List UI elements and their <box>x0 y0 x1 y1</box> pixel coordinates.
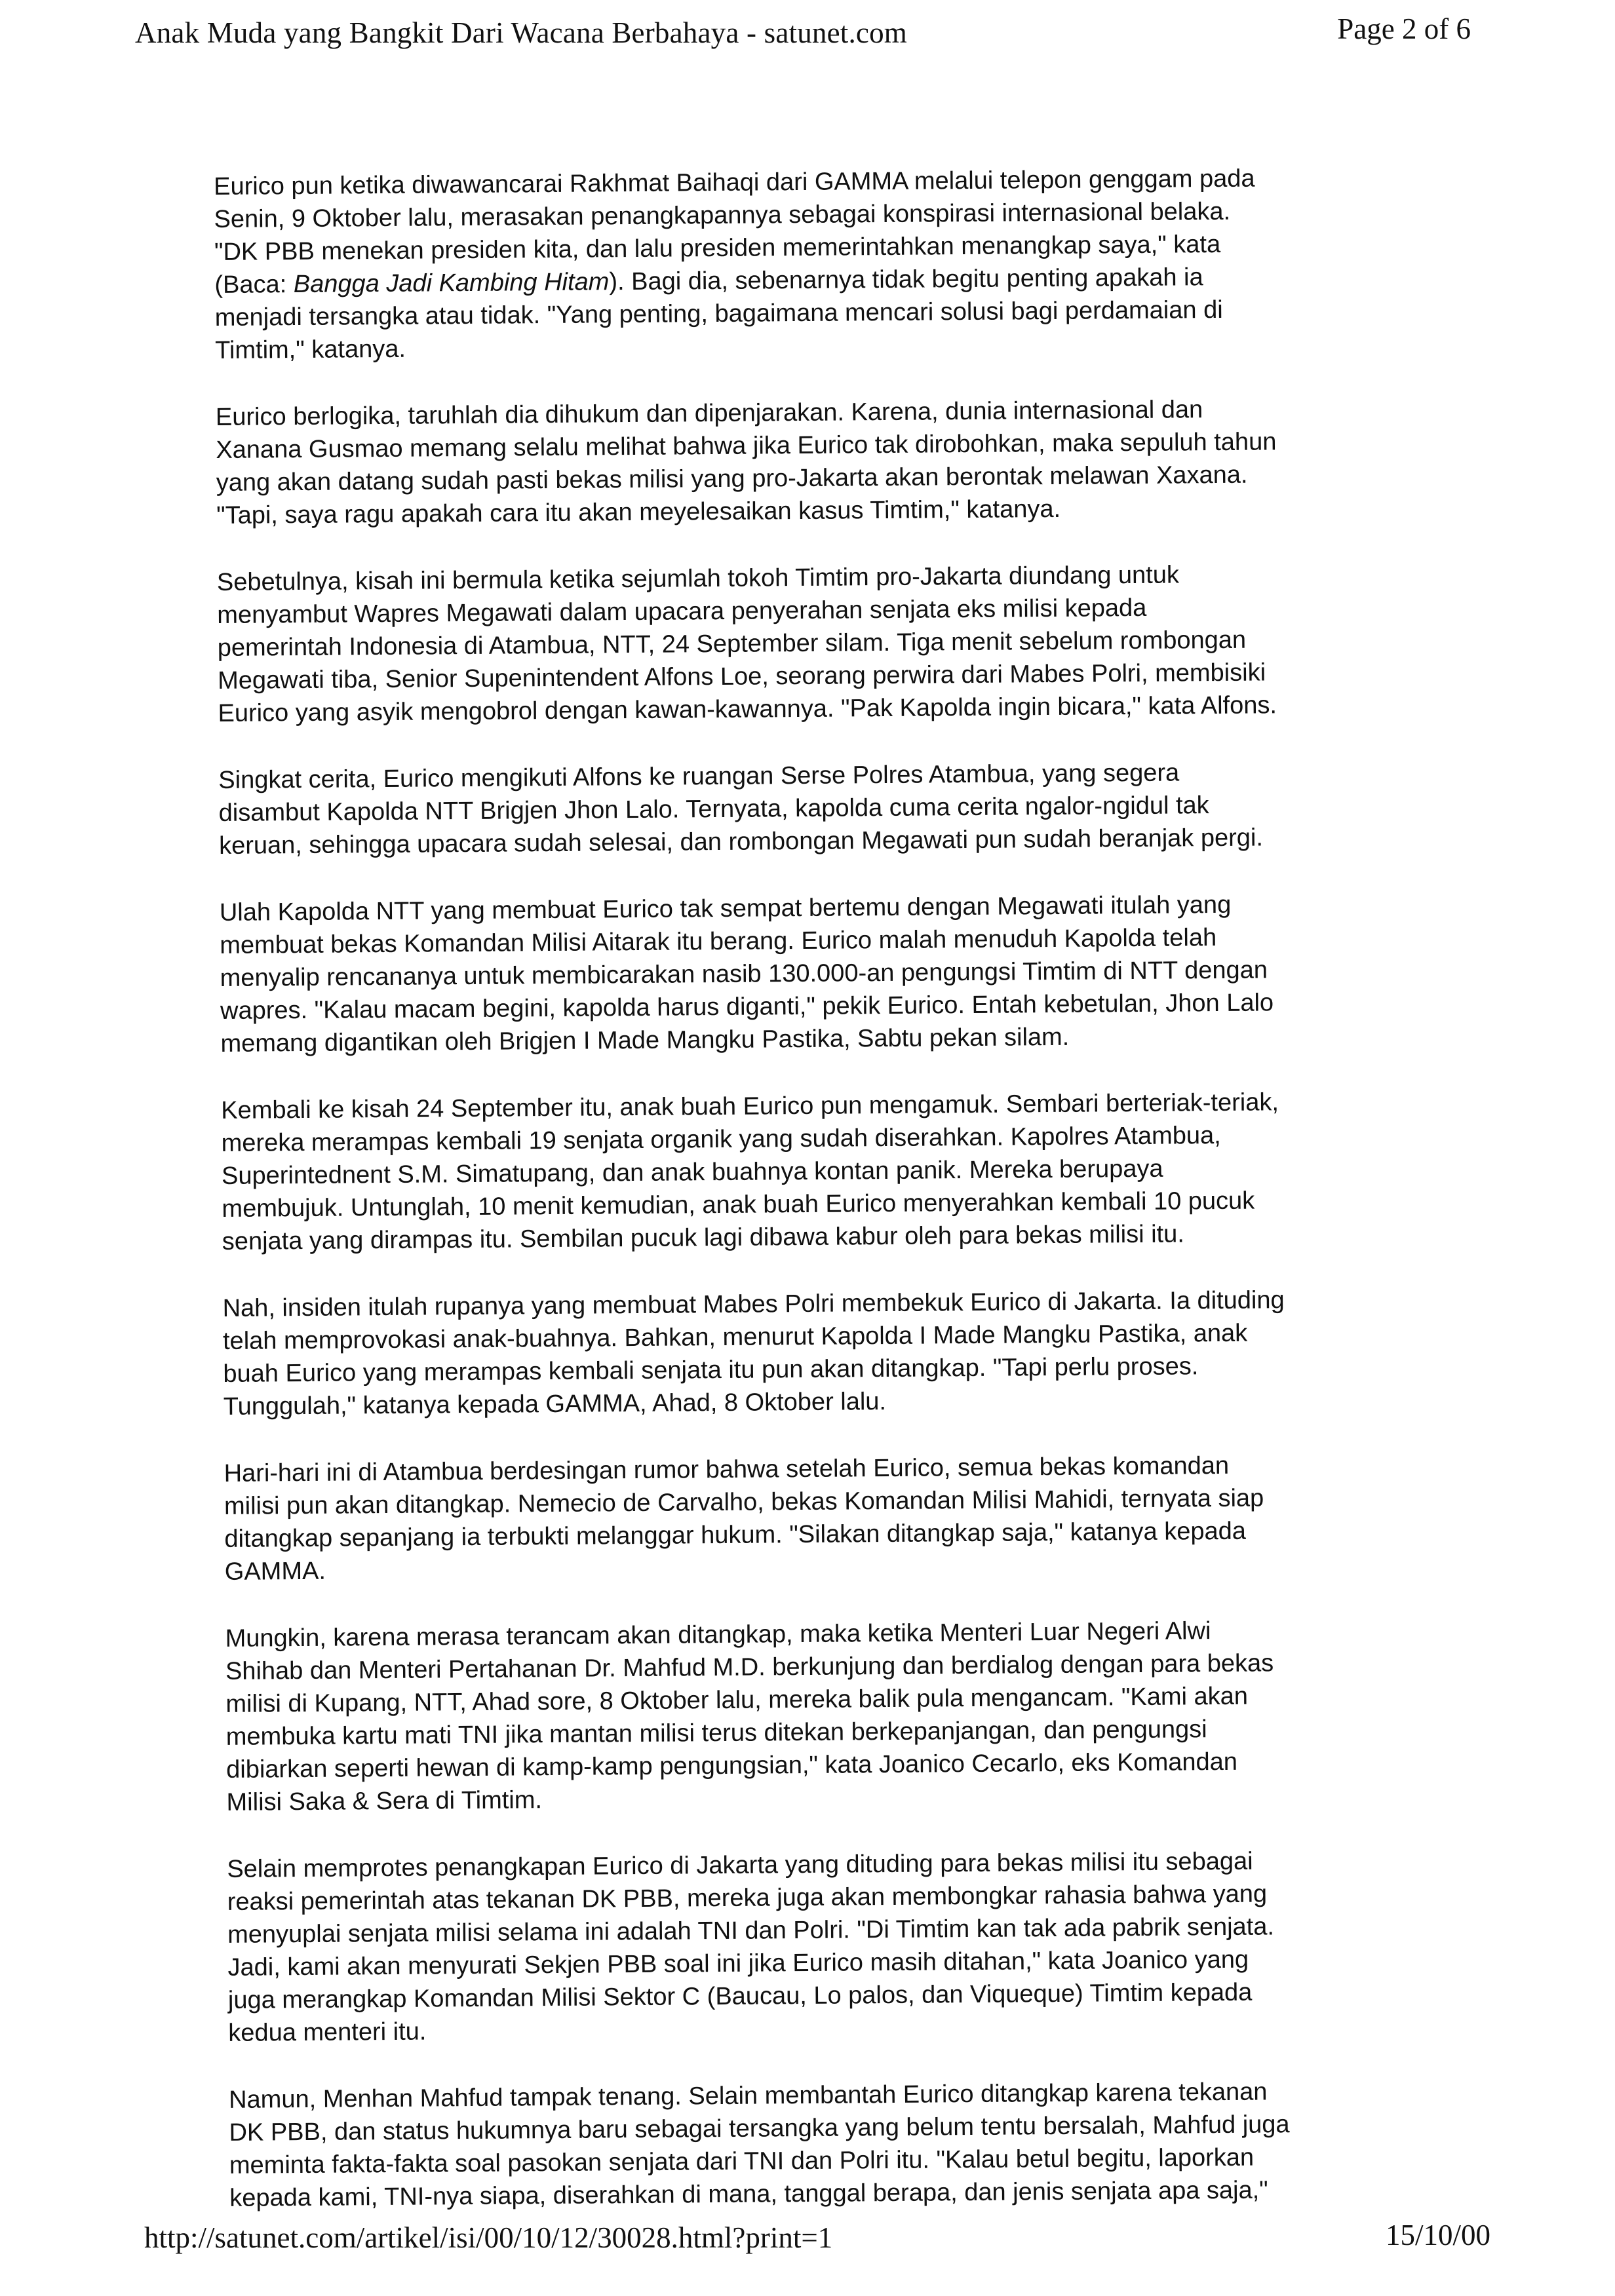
line-text: kedua menteri itu. <box>228 2018 427 2047</box>
line-text: Hari-hari ini di Atambua berdesingan rumor bahwa setelah Eurico, semua bekas komandan <box>224 1451 1230 1487</box>
line-text: keruan, sehingga upacara sudah selesai, dan rombongan Megawati pun sudah beranjak pergi. <box>218 824 1264 860</box>
line-text: Nah, insiden itulah rupanya yang membuat Mabes Polri membekuk Eurico di Jakarta. Ia dituding <box>222 1286 1285 1322</box>
line-text: Ulah Kapolda NTT yang membuat Eurico tak sempat bertemu dengan Megawati itulah yang <box>219 890 1232 927</box>
page-header-title: Anak Muda yang Bangkit Dari Wacana Berbahaya - satunet.com <box>135 16 907 49</box>
line-text: membuka kartu mati TNI jika mantan milisi terus ditekan berkepanjangan, dan pengungsi <box>225 1715 1207 1751</box>
line-text: Eurico berlogika, taruhlah dia dihukum dan dipenjarakan. Karena, dunia internasional dan <box>215 396 1203 431</box>
line-text: juga merangkap Komandan Milisi Sektor C (Baucau, Lo palos, dan Viqueque) Timtim kepada <box>227 1978 1253 2014</box>
article-paragraph <box>222 1283 1423 1423</box>
article-body <box>214 161 1430 2249</box>
line-text: GAMMA. <box>224 1557 326 1586</box>
line-text: "Tapi, saya ragu apakah cara itu akan meyelesaikan kasus Timtim," katanya. <box>216 495 1061 529</box>
line-text: menyambut Wapres Megawati dalam upacara penyerahan senjata eks milisi kepada <box>217 594 1147 629</box>
line-text: wapres. "Kalau macam begini, kapolda harus diganti," pekik Eurico. Entah kebetulan, Jhon Lalo <box>220 989 1274 1025</box>
line-text: ). Bagi dia, sebenarnya tidak begitu penting apakah ia <box>609 263 1203 296</box>
article-paragraph <box>216 392 1416 532</box>
line-text: membuat bekas Komandan Milisi Aitarak itu berang. Eurico malah menuduh Kapolda telah <box>220 924 1217 959</box>
line-text: (Baca: <box>214 271 294 299</box>
line-text: menjadi tersangka atau tidak. "Yang penting, bagaimana mencari solusi bagi perdamaian di <box>214 296 1223 332</box>
article-paragraph <box>225 1613 1426 1819</box>
line-text: senjata yang dirampas itu. Sembilan pucuk lagi dibawa kabur oleh para bekas milisi itu. <box>222 1220 1184 1255</box>
article-paragraph <box>220 887 1420 1060</box>
line-text: membujuk. Untunglah, 10 menit kemudian, anak buah Eurico menyerahkan kembali 10 pucuk <box>222 1187 1255 1223</box>
line-text: milisi di Kupang, NTT, Ahad sore, 8 Oktober lalu, mereka balik pula mengancam. "Kami akan <box>225 1682 1249 1718</box>
line-text: Tunggulah," katanya kepada GAMMA, Ahad, 8 Oktober lalu. <box>223 1388 887 1421</box>
line-text: Milisi Saka & Sera di Timtim. <box>226 1786 543 1816</box>
line-text: DK PBB, dan status hukumnya baru sebagai tersangka yang belum tentu bersalah, Mahfud juga <box>229 2111 1290 2147</box>
line-text: Kembali ke kisah 24 September itu, anak buah Eurico pun mengamuk. Sembari berteriak-teriak, <box>221 1088 1279 1124</box>
line-text: pemerintah Indonesia di Atambua, NTT, 24 September silam. Tiga menit sebelum rombongan <box>217 626 1247 662</box>
italic-reference: Bangga Jadi Kambing Hitam <box>293 268 610 299</box>
line-text: Singkat cerita, Eurico mengikuti Alfons ke ruangan Serse Polres Atambua, yang segera <box>218 759 1180 794</box>
article-paragraph <box>214 161 1414 367</box>
line-text: Superintednent S.M. Simatupang, dan anak buahnya kontan panik. Mereka berupaya <box>221 1155 1163 1190</box>
line-text: Selain memprotes penangkapan Eurico di Jakarta yang dituding para bekas milisi itu sebagai <box>227 1847 1253 1883</box>
line-text: Jadi, kami akan menyurati Sekjen PBB soal ini jika Eurico masih ditahan," kata Joanico yang <box>227 1945 1249 1981</box>
line-text: Sebetulnya, kisah ini bermula ketika sejumlah tokoh Timtim pro-Jakarta diundang untuk <box>216 561 1180 596</box>
line-text: meminta fakta-fakta soal pasokan senjata dari TNI dan Polri itu. "Kalau betul begitu, laporkan <box>229 2143 1255 2179</box>
line-text: dibiarkan seperti hewan di kamp-kamp pengungsian," kata Joanico Cecarlo, eks Komandan <box>226 1748 1238 1784</box>
line-text: yang akan datang sudah pasti bekas milisi yang pro-Jakarta akan berontak melawan Xaxana. <box>216 461 1248 497</box>
line-text: "DK PBB menekan presiden kita, dan lalu presiden memerintahkan menangkap saya," kata <box>214 230 1221 266</box>
line-text: milisi pun akan ditangkap. Nemecio de Carvalho, bekas Komandan Milisi Mahidi, ternyata siap <box>224 1484 1264 1520</box>
line-text: mereka merampas kembali 19 senjata organik yang sudah diserahkan. Kapolres Atambua, <box>221 1121 1221 1157</box>
line-text: Mungkin, karena merasa terancam akan ditangkap, maka ketika Menteri Luar Negeri Alwi <box>225 1617 1211 1653</box>
line-text: menyuplai senjata milisi selama ini adalah TNI dan Polri. "Di Timtim kan tak ada pabrik senjata. <box>227 1913 1275 1949</box>
article-paragraph <box>227 1844 1428 2050</box>
line-text: Megawati tiba, Senior Supenintendent Alfons Loe, seorang perwira dari Mabes Polri, membisiki <box>217 659 1266 695</box>
line-text: Xanana Gusmao memang selalu melihat bahwa jika Eurico tak dirobohkan, maka sepuluh tahun <box>216 428 1277 464</box>
line-text: telah memprovokasi anak-buahnya. Bahkan, menurut Kapolda I Made Mangku Pastika, anak <box>222 1319 1248 1355</box>
footer-date: 15/10/00 <box>1385 2219 1490 2251</box>
article-paragraph <box>217 557 1418 730</box>
line-text: Timtim," katanya. <box>214 335 406 364</box>
line-text: Senin, 9 Oktober lalu, merasakan penangkapannya sebagai konspirasi internasional belaka. <box>214 197 1231 233</box>
line-text: memang digantikan oleh Brigjen I Made Mangku Pastika, Sabtu pekan silam. <box>220 1023 1070 1058</box>
article-paragraph <box>221 1085 1422 1258</box>
footer-url: http://satunet.com/artikel/isi/00/10/12/30028.html?print=1 <box>144 2221 833 2254</box>
line-text: reaksi pemerintah atas tekanan DK PBB, mereka juga akan membongkar rahasia bahwa yang <box>227 1880 1268 1916</box>
line-text: kepada kami, TNI-nya siapa, diserahkan di mana, tanggal berapa, dan jenis senjata apa saja," <box>229 2176 1268 2212</box>
line-text: Eurico yang asyik mengobrol dengan kawan-kawannya. "Pak Kapolda ingin bicara," kata Alfons. <box>218 691 1277 727</box>
article-paragraph <box>229 2075 1430 2215</box>
line-text: Eurico pun ketika diwawancarai Rakhmat Baihaqi dari GAMMA melalui telepon genggam pada <box>214 164 1255 201</box>
line-text: disambut Kapolda NTT Brigjen Jhon Lalo. Ternyata, kapolda cuma cerita ngalor-ngidul tak <box>218 792 1209 827</box>
line-text: ditangkap sepanjang ia terbukti melanggar hukum. "Silakan ditangkap saja," katanya kepada <box>224 1517 1247 1553</box>
line-text: menyalip rencananya untuk membicarakan nasib 130.000-an pengungsi Timtim di NTT dengan <box>220 956 1268 992</box>
article-paragraph <box>218 755 1418 862</box>
line-text: Namun, Menhan Mahfud tampak tenang. Selain membantah Eurico ditangkap karena tekanan <box>228 2078 1268 2114</box>
article-paragraph <box>224 1448 1424 1588</box>
line-text: Shihab dan Menteri Pertahanan Dr. Mahfud M.D. berkunjung dan berdialog dengan para bekas <box>225 1649 1274 1685</box>
page-number: Page 2 of 6 <box>1337 12 1471 45</box>
line-text: buah Eurico yang merampas kembali senjata itu pun akan ditangkap. "Tapi perlu proses. <box>223 1352 1199 1388</box>
